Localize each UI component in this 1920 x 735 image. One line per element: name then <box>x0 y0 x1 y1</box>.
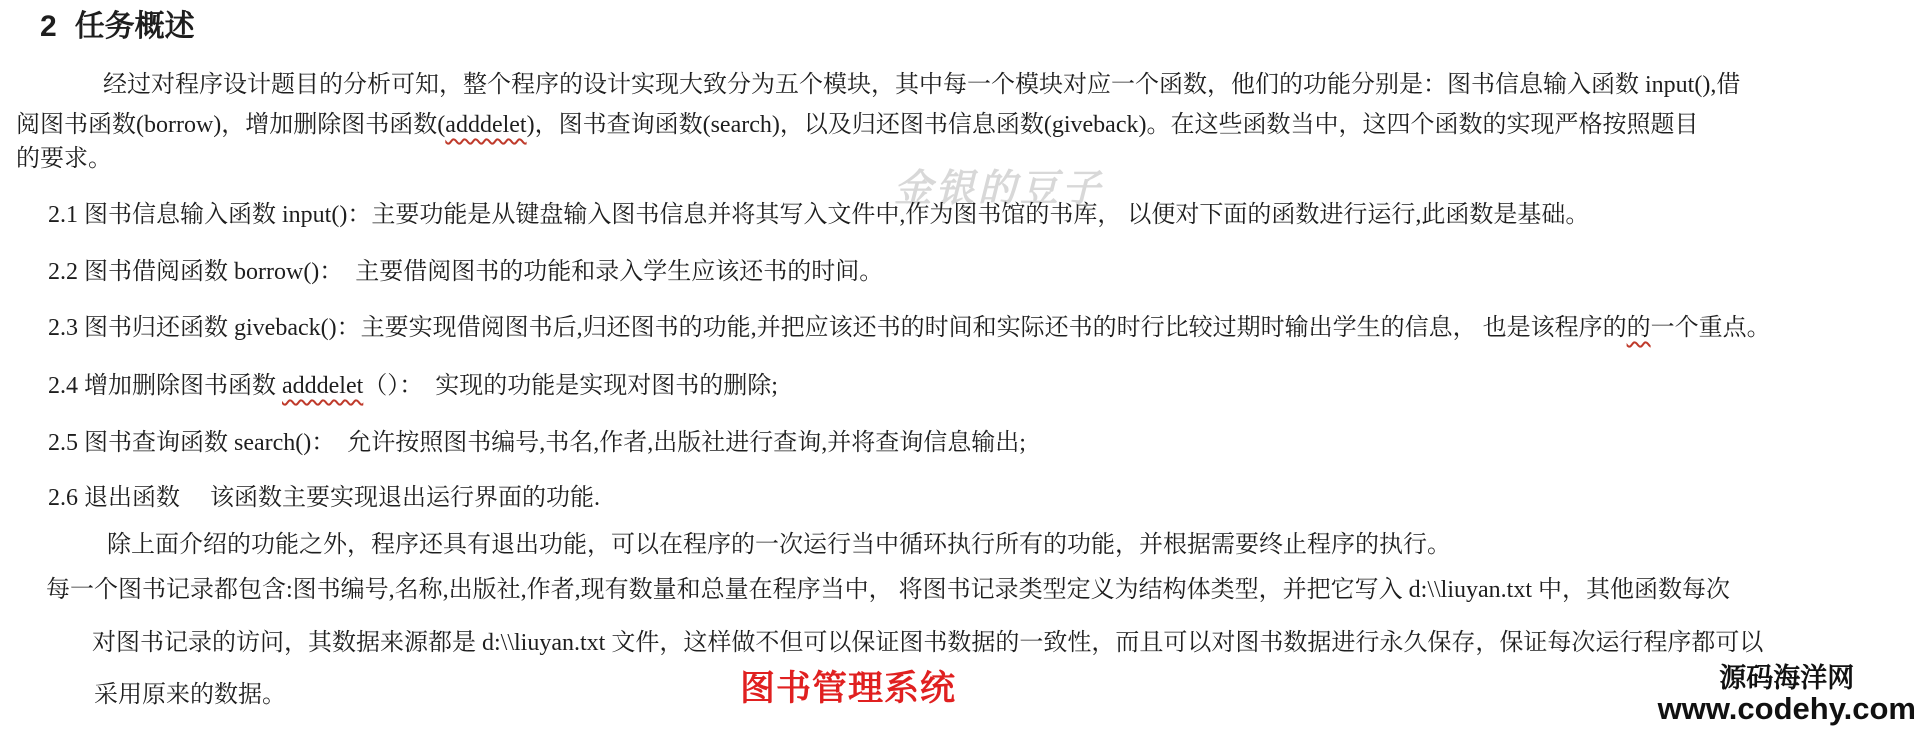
site-watermark-name: 源码海洋网 <box>1719 663 1855 693</box>
intro-line-1: 经过对程序设计题目的分析可知，整个程序的设计实现大致分为五个模块，其中每一个模块对应一个函数，他们的功能分别是：图书信息输入函数 input(),借 <box>103 72 1741 98</box>
intro-line-2-text-cont: )，图书查询函数(search)，以及归还图书信息函数(giveback)。在这些函数当中，这四个函数的实现严格按照题目 <box>526 112 1699 138</box>
site-watermark-url: www.codehy.com <box>1657 690 1916 726</box>
record-paragraph-line-2: 对图书记录的访问，其数据来源都是 d:\\liuyan.txt 文件，这样做不但可以保证图书数据的一致性，而且可以对图书数据进行永久保存，保证每次运行程序都可以 <box>92 630 1764 656</box>
spellcheck-duplicate-word: 的 <box>1626 315 1651 341</box>
section-heading <box>40 12 195 42</box>
spellcheck-word-adddelet-2: adddelet <box>282 373 364 399</box>
item-2-3 <box>48 313 1771 343</box>
item-2-4-text: 2.4 增加删除图书函数 <box>48 373 282 399</box>
item-2-4 <box>48 371 778 401</box>
section-title: 任务概述 <box>74 10 195 43</box>
center-watermark: 金银的豆子 <box>894 168 1105 210</box>
intro-line-3: 的要求。 <box>16 146 112 172</box>
item-2-1: 2.1 图书信息输入函数 input()：主要功能是从键盘输入图书信息并将其写入文件中,作为图书馆的书库， 以便对下面的函数进行运行,此函数是基础。 <box>48 202 1590 228</box>
intro-line-2-text: 阅图书函数(borrow)，增加删除图书函数( <box>16 112 446 138</box>
system-title: 图书管理系统 <box>740 669 957 708</box>
item-2-6: 2.6 退出函数 该函数主要实现退出运行界面的功能. <box>48 485 600 511</box>
intro-line-2 <box>16 110 1698 140</box>
site-watermark <box>1658 664 1916 725</box>
item-2-3-text: 2.3 图书归还函数 giveback()：主要实现借阅图书后,归还图书的功能,并把应该还书的时间和实际还书的时行比较过期时输出学生的信息， 也是该程序的 <box>48 315 1627 341</box>
section-number: 2 <box>40 10 57 43</box>
spellcheck-word-adddelet: adddelet <box>445 112 527 138</box>
record-paragraph-line-3: 采用原来的数据。 <box>94 682 286 708</box>
record-paragraph-line-1: 每一个图书记录都包含:图书编号,名称,出版社,作者,现有数量和总量在程序当中， 将图书记录类型定义为结构体类型，并把它写入 d:\\liuyan.txt 中，其他函数每次 <box>46 577 1730 603</box>
item-2-5: 2.5 图书查询函数 search()： 允许按照图书编号,书名,作者,出版社进行查询,并将查询信息输出; <box>48 430 1026 456</box>
item-2-2: 2.2 图书借阅函数 borrow()： 主要借阅图书的功能和录入学生应该还书的时间。 <box>48 259 884 285</box>
loop-paragraph: 除上面介绍的功能之外，程序还具有退出功能，可以在程序的一次运行当中循环执行所有的功能，并根据需要终止程序的执行。 <box>107 532 1451 558</box>
item-2-3-text-cont: 一个重点。 <box>1650 315 1771 341</box>
item-2-4-text-cont: （）： 实现的功能是实现对图书的删除; <box>363 373 778 399</box>
